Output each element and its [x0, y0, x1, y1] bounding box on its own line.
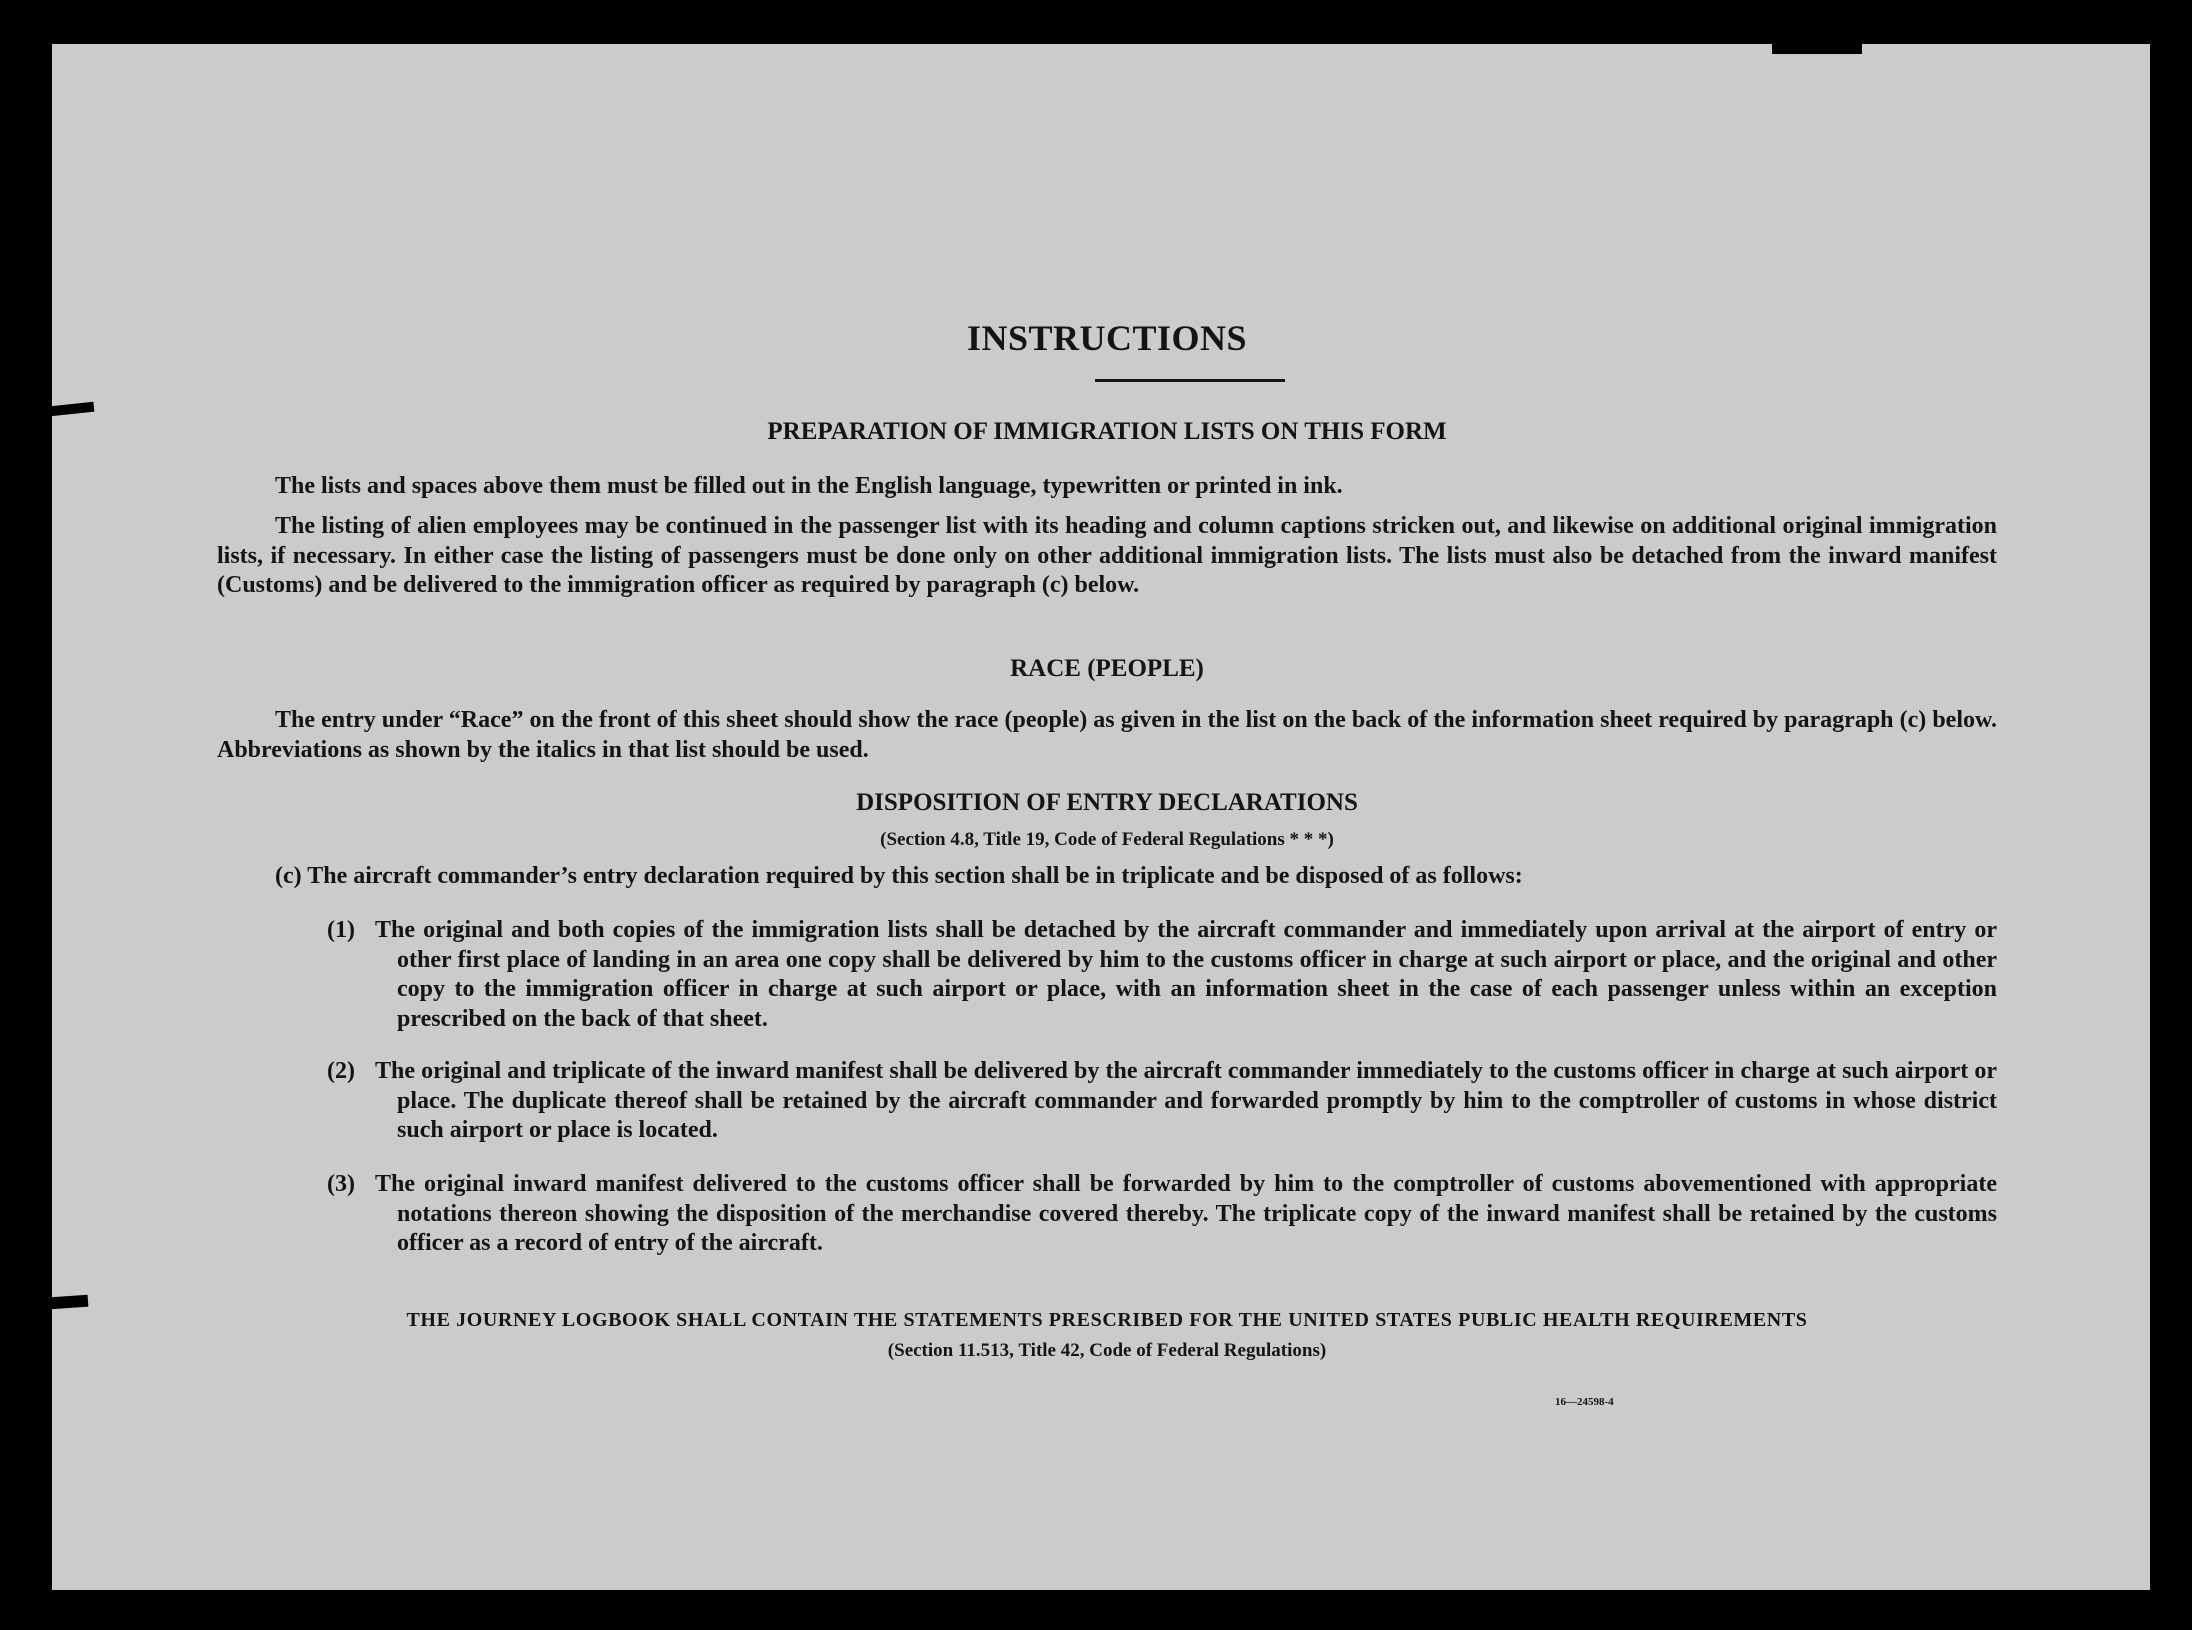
paragraph-race-entry: The entry under “Race” on the front of this sheet should show the race (people) as given in the list on the back of the information sheet required by paragraph (c) below. Abbreviations as shown by the italics in that list should be used.	[217, 707, 1997, 763]
intro-text: The aircraft commander’s entry declaration required by this section shall be in triplicate and be disposed of as follows:	[307, 863, 1523, 889]
paragraph-alien-employees: The listing of alien employees may be continued in the passenger list with its heading and column captions stricken out, and likewise on additional original immigration lists, if necessary. In either case the listing of passengers must be done only on other additional immigration lists. The lists must also be detached from the inward manifest (Customs) and be delivered to the immigration officer as required by paragraph (c) below.	[217, 513, 1997, 598]
paper-tear-left-bottom	[50, 1295, 89, 1310]
section-subheading-regulation: (Section 4.8, Title 19, Code of Federal Regulations * * *)	[880, 829, 1334, 850]
item-text: The original and both copies of the immigration lists shall be detached by the aircraft commander and immediately upon arrival at the airport of entry or other first place of landing in an area one copy shall be delivered by him to the customs officer in charge at such airport or place, and the original and other copy to the immigration officer in charge at such airport or place, with an information sheet in the case of each passenger unless within an exception prescribed on the back of that sheet.	[375, 917, 1997, 1032]
list-item	[327, 1170, 1997, 1259]
paper-tear-top	[1772, 40, 1862, 54]
page-title: INSTRUCTIONS	[966, 318, 1248, 358]
item-number: (3)	[327, 1171, 355, 1197]
paragraph-disposition-intro	[275, 862, 1997, 892]
section-heading-preparation: PREPARATION OF IMMIGRATION LISTS ON THIS FORM	[767, 418, 1447, 445]
list-item	[327, 916, 1997, 1034]
item-text: The original inward manifest delivered to the customs officer shall be forwarded by him to the comptroller of customs abovementioned with appropriate notations thereon showing the disposition of the merchandise covered thereby. The triplicate copy of the inward manifest shall be retained by the customs officer as a record of entry of the aircraft.	[375, 1171, 1997, 1256]
intro-label: (c)	[275, 863, 302, 889]
section-heading-disposition: DISPOSITION OF ENTRY DECLARATIONS	[856, 789, 1358, 816]
paragraph-english-language: The lists and spaces above them must be filled out in the English language, typewritten or printed in ink.	[275, 473, 1343, 499]
list-item	[327, 1057, 1997, 1146]
section-heading-race: RACE (PEOPLE)	[1010, 655, 1204, 682]
footer-regulation-reference: (Section 11.513, Title 42, Code of Federal Regulations)	[887, 1340, 1327, 1361]
item-number: (2)	[327, 1058, 355, 1084]
paper-tear-left-top	[50, 402, 95, 417]
item-text: The original and triplicate of the inward manifest shall be delivered by the aircraft commander immediately to the customs officer in charge at such airport or place. The duplicate thereof shall be retained by the aircraft commander and forwarded promptly by him to the comptroller of customs in whose district such airport or place is located.	[375, 1058, 1997, 1143]
form-number: 16—24598-4	[1555, 1396, 1614, 1408]
footer-health-requirements: THE JOURNEY LOGBOOK SHALL CONTAIN THE STATEMENTS PRESCRIBED FOR THE UNITED STATES PUBLIC HEALTH REQUIREMENTS	[406, 1309, 1808, 1331]
item-number: (1)	[327, 917, 355, 943]
title-underline	[1095, 379, 1285, 382]
document-page	[52, 44, 2150, 1590]
